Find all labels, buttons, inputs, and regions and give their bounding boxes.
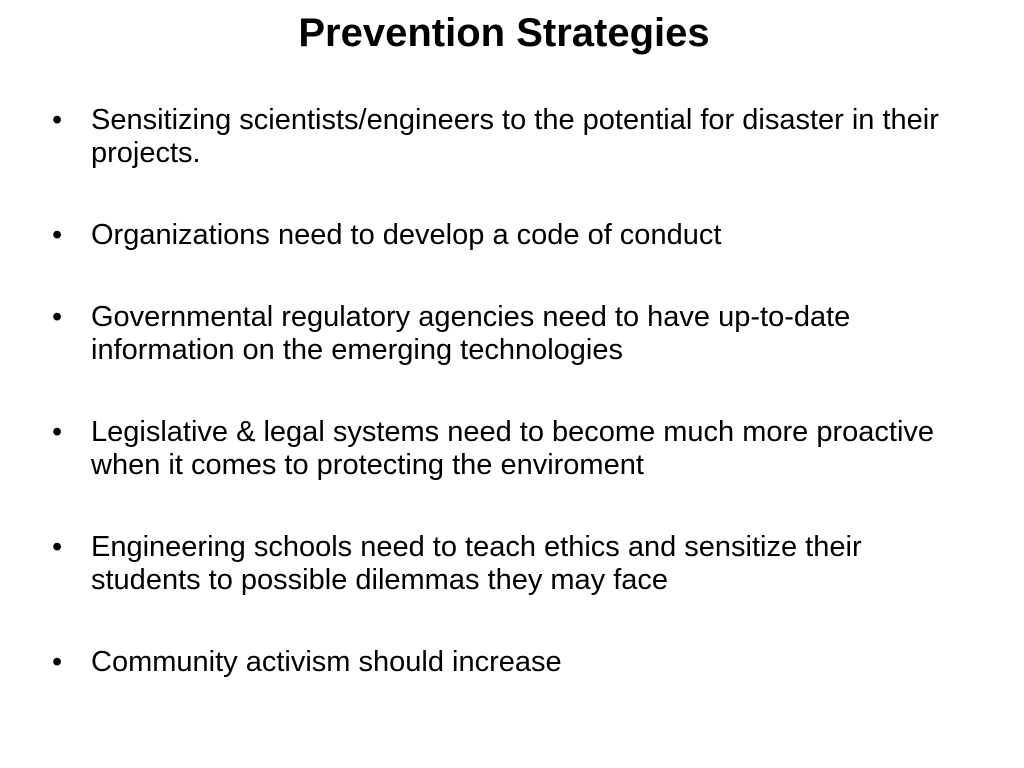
bullet-dot-icon: •	[52, 104, 63, 136]
bullet-text: Organizations need to develop a code of conduct	[91, 219, 722, 251]
bullet-text: Sensitizing scientists/engineers to the potential for disaster in their projects.	[91, 104, 939, 169]
bullet-item	[52, 301, 952, 367]
bullet-item	[52, 531, 952, 597]
bullet-dot-icon: •	[52, 531, 63, 563]
bullet-dot-icon: •	[52, 646, 63, 678]
bullet-dot-icon: •	[52, 416, 63, 448]
bullet-item	[52, 219, 952, 252]
bullet-text: Legislative & legal systems need to become much more proactive when it comes to protecting the enviroment	[91, 416, 935, 481]
bullet-text: Engineering schools need to teach ethics and sensitize their students to possible dilemmas they may face	[91, 531, 862, 596]
bullet-item	[52, 104, 952, 170]
bullet-item	[52, 646, 952, 679]
bullet-text: Governmental regulatory agencies need to have up-to-date information on the emerging technologies	[91, 301, 851, 366]
bullet-item	[52, 416, 952, 482]
bullet-dot-icon: •	[52, 301, 63, 333]
bullet-text: Community activism should increase	[91, 646, 562, 678]
slide-title: Prevention Strategies	[298, 11, 710, 55]
bullet-dot-icon: •	[52, 219, 63, 251]
bullet-list	[52, 104, 952, 679]
